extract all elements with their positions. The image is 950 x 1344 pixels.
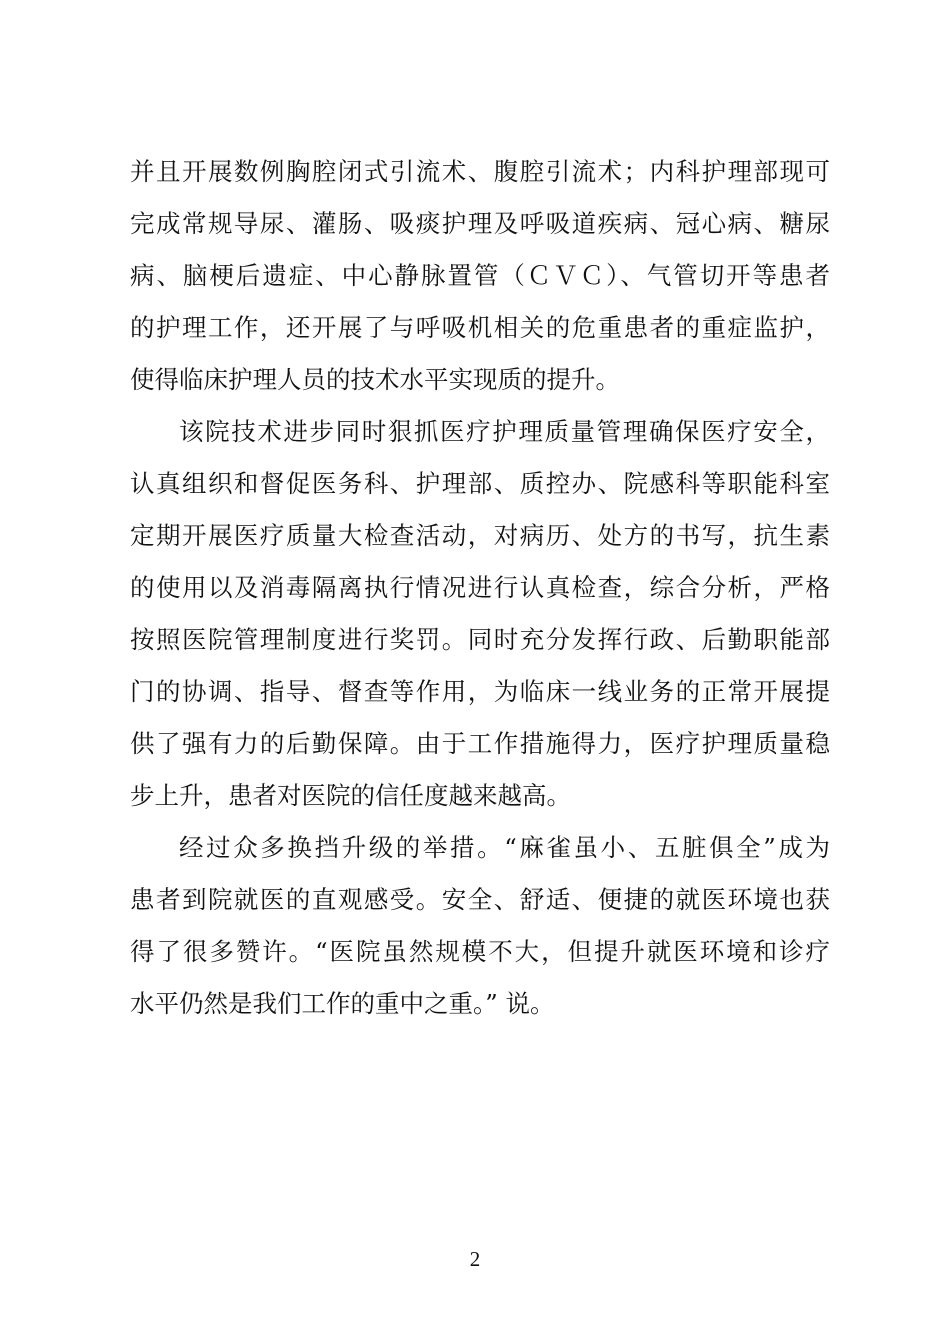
paragraph-line: 使得临床护理人员的技术水平实现质的提升。 [130, 365, 620, 394]
paragraph-2 [130, 406, 830, 822]
body-text [130, 146, 830, 1030]
paragraph-line: 水平仍然是我们工作的重中之重。” 说。 [130, 989, 555, 1018]
paragraph-line: 按照医院管理制度进行奖罚。同时充分发挥行政、后勤职能部 [130, 625, 830, 654]
paragraph-line: 完成常规导尿、灌肠、吸痰护理及呼吸道疾病、冠心病、糖尿 [130, 209, 830, 238]
paragraph-line: 定期开展医疗质量大检查活动，对病历、处方的书写，抗生素 [130, 521, 830, 550]
paragraph-line: 得了很多赞许。“医院虽然规模不大，但提升就医环境和诊疗 [130, 937, 830, 966]
paragraph-line: 患者到院就医的直观感受。安全、舒适、便捷的就医环境也获 [130, 885, 830, 914]
paragraph-line: 并且开展数例胸腔闭式引流术、腹腔引流术；内科护理部现可 [130, 157, 830, 186]
paragraph-line: 门的协调、指导、督查等作用，为临床一线业务的正常开展提 [130, 677, 830, 706]
paragraph-line: 病、脑梗后遗症、中心静脉置管（ＣＶＣ）、气管切开等患者 [130, 261, 830, 290]
paragraph-line: 供了强有力的后勤保障。由于工作措施得力，医疗护理质量稳 [130, 729, 830, 758]
paragraph-line: 的使用以及消毒隔离执行情况进行认真检查，综合分析，严格 [130, 573, 830, 602]
paragraph-1 [130, 146, 830, 406]
paragraph-line: 认真组织和督促医务科、护理部、质控办、院感科等职能科室 [130, 469, 830, 498]
paragraph-line: 经过众多换挡升级的举措。“麻雀虽小、五脏俱全”成为 [179, 833, 830, 862]
paragraph-line: 的护理工作，还开展了与呼吸机相关的危重患者的重症监护， [130, 313, 830, 342]
page-number: 2 [469, 1247, 481, 1271]
paragraph-3 [130, 822, 830, 1030]
paragraph-line: 该院技术进步同时狠抓医疗护理质量管理确保医疗安全， [179, 417, 830, 446]
paragraph-line: 步上升，患者对医院的信任度越来越高。 [130, 781, 571, 810]
